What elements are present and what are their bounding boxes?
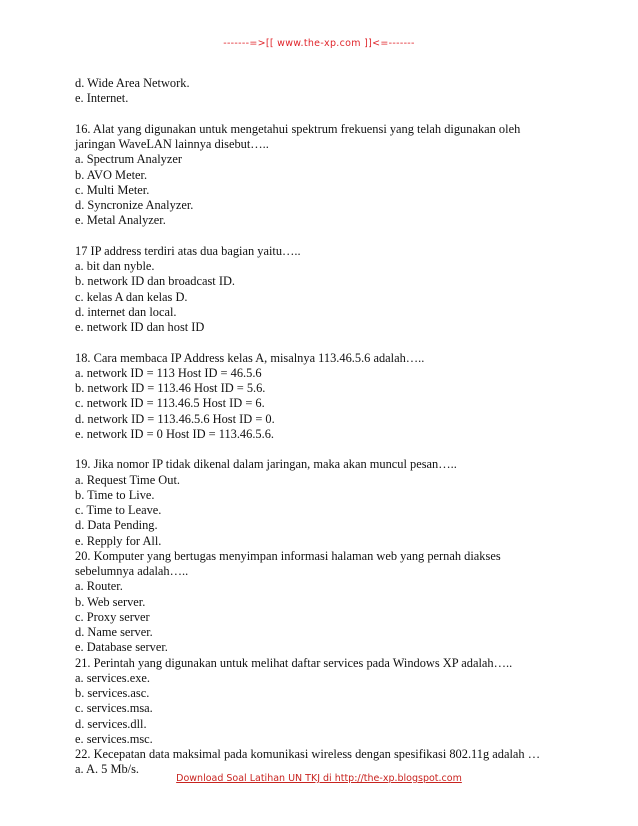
text-line: 21. Perintah yang digunakan untuk melihat daftar services pada Windows XP adalah…..	[75, 655, 513, 670]
text-line: b. services.asc.	[75, 686, 150, 700]
text-line: e. Repply for All.	[75, 533, 162, 548]
text-line: a. network ID = 113 Host ID = 46.5.6	[75, 365, 262, 380]
text-line: 17 IP address terdiri atas dua bagian yaitu…..	[75, 243, 301, 258]
text-line: a. Request Time Out.	[75, 472, 180, 487]
text-line: c. network ID = 113.46.5 Host ID = 6.	[75, 396, 265, 411]
question-text	[75, 76, 575, 778]
text-line: e. network ID = 0 Host ID = 113.46.5.6.	[75, 426, 275, 441]
text-line: d. services.dll.	[75, 716, 147, 731]
text-line: d. Wide Area Network.	[75, 76, 190, 90]
blank-line	[75, 442, 575, 457]
text-line: e. Metal Analyzer.	[75, 213, 166, 228]
text-line: d. network ID = 113.46.5.6 Host ID = 0.	[75, 411, 275, 426]
text-line: d. Data Pending.	[75, 518, 158, 533]
text-line: e. Internet.	[75, 91, 129, 106]
blank-line	[75, 107, 575, 122]
text-line: a. A. 5 Mb/s.	[75, 762, 140, 777]
text-line: e. network ID dan host ID	[75, 320, 205, 334]
text-line: e. Database server.	[75, 640, 168, 655]
text-line: a. bit dan nyble.	[75, 259, 155, 273]
text-line: c. Multi Meter.	[75, 182, 150, 197]
text-line: 19. Jika nomor IP tidak dikenal dalam jaringan, maka akan muncul pesan…..	[75, 457, 457, 472]
text-line: d. Name server.	[75, 625, 153, 639]
text-line: b. Time to Live.	[75, 487, 155, 502]
page-header: -------=>[[ www.the-xp.com ]]<=-------	[223, 38, 415, 49]
text-line: e. services.msc.	[75, 731, 153, 746]
text-line: b. AVO Meter.	[75, 167, 148, 182]
footer-link[interactable]: Download Soal Latihan UN TKJ di http://the-xp.blogspot.com	[176, 773, 462, 784]
text-line: d. Syncronize Analyzer.	[75, 198, 194, 212]
text-line: 20. Komputer yang bertugas menyimpan informasi halaman web yang pernah diakses	[75, 548, 501, 563]
text-line: b. Web server.	[75, 594, 146, 609]
blank-line	[75, 229, 575, 244]
text-line: jaringan WaveLAN lainnya disebut…..	[75, 137, 269, 151]
text-line: a. Router.	[75, 579, 123, 594]
blank-line	[75, 335, 575, 350]
text-line: c. kelas A dan kelas D.	[75, 289, 188, 304]
text-line: 22. Kecepatan data maksimal pada komunikasi wireless dengan spesifikasi 802.11g adalah …	[75, 747, 541, 761]
text-line: sebelumnya adalah…..	[75, 564, 189, 578]
text-line: b. network ID = 113.46 Host ID = 5.6.	[75, 381, 266, 395]
text-line: b. network ID dan broadcast ID.	[75, 274, 235, 289]
page-footer	[0, 773, 638, 784]
text-line: 18. Cara membaca IP Address kelas A, misalnya 113.46.5.6 adalah…..	[75, 350, 425, 365]
text-line: c. Proxy server	[75, 609, 150, 624]
text-line: d. internet dan local.	[75, 304, 177, 319]
text-line: c. Time to Leave.	[75, 503, 162, 517]
text-line: a. services.exe.	[75, 670, 150, 685]
text-line: c. services.msa.	[75, 701, 153, 716]
text-line: a. Spectrum Analyzer	[75, 152, 183, 167]
text-line: 16. Alat yang digunakan untuk mengetahui spektrum frekuensi yang telah digunakan oleh	[75, 121, 521, 136]
